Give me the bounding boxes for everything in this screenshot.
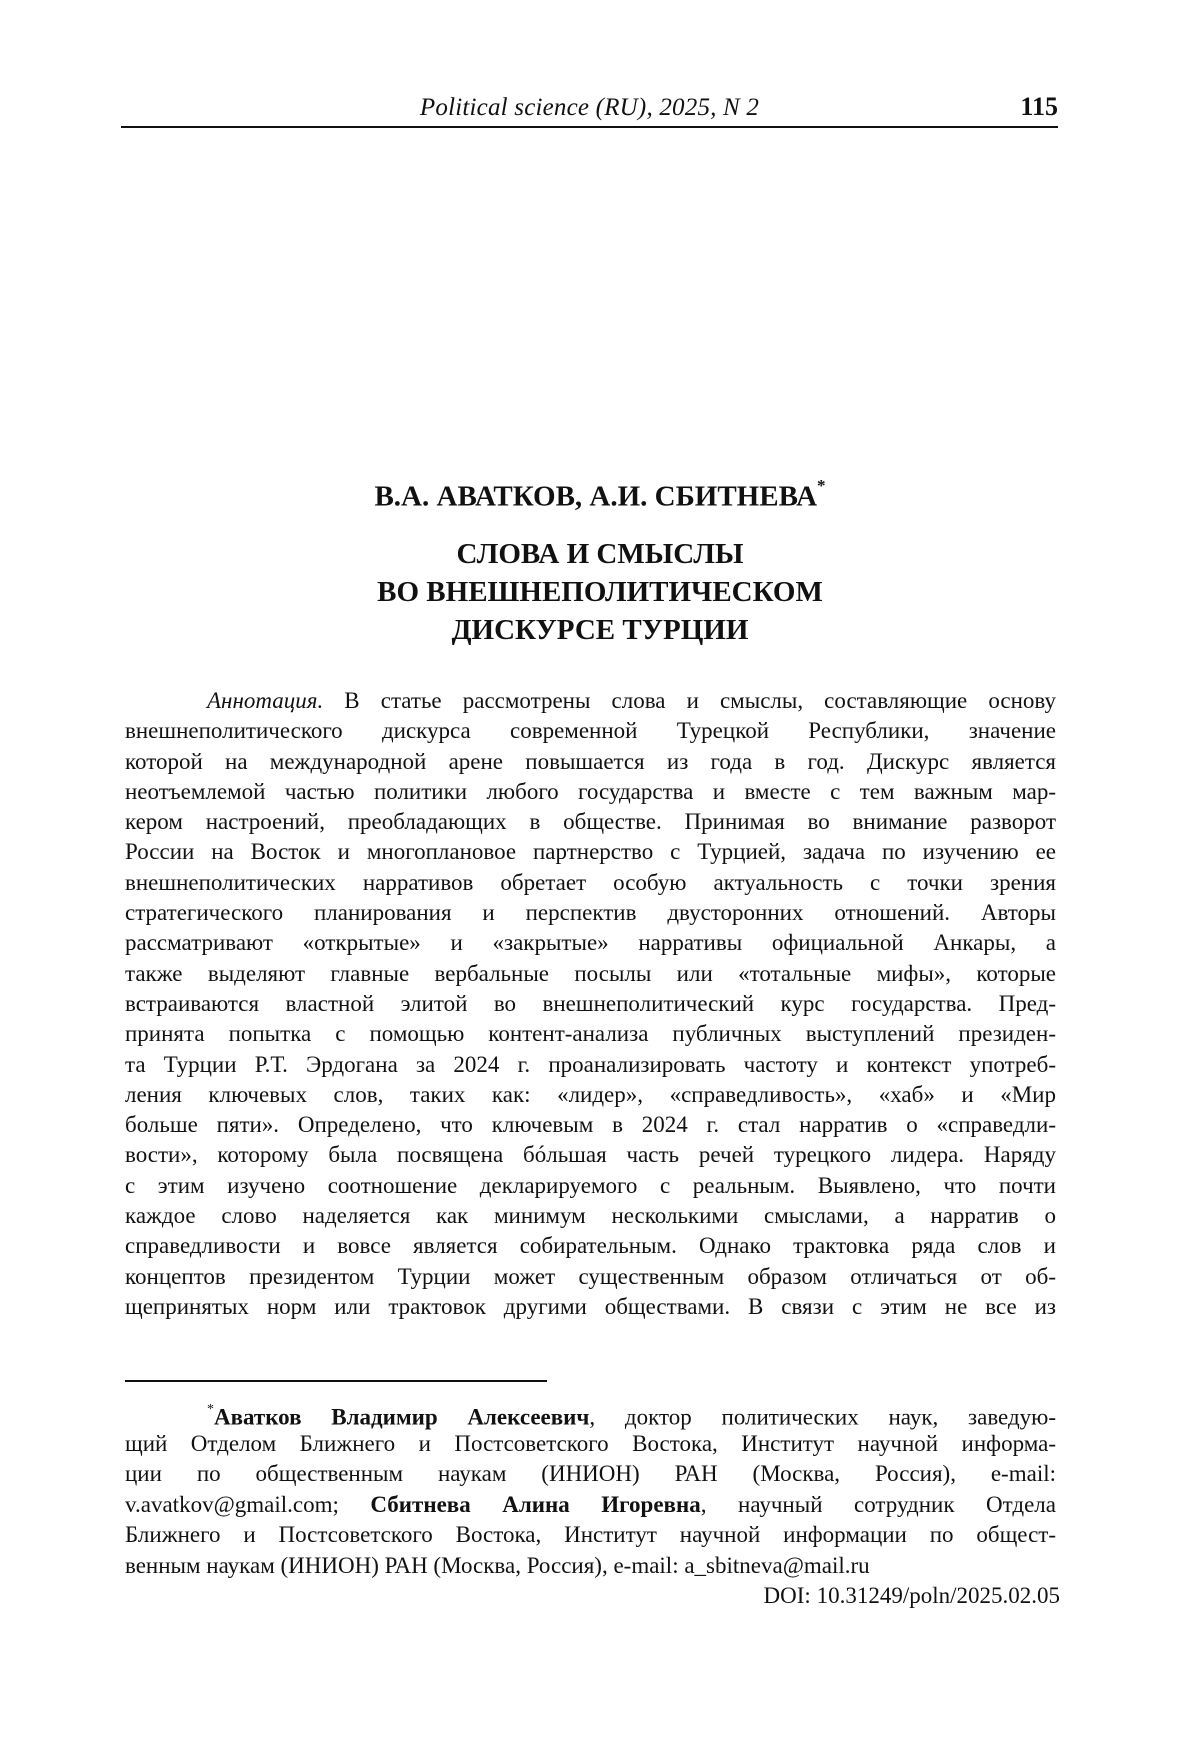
abstract-line: больше пяти». Определено, что ключевым в 2024 г. стал нарратив о «справедли- — [125, 1110, 1056, 1140]
footnote-marker[interactable]: * — [817, 476, 826, 495]
running-head — [121, 92, 1058, 128]
abstract-lead: Аннотация. — [207, 688, 323, 713]
abstract-line: щепринятых норм или трактовок другими обществами. В связи с этим не все из — [125, 1292, 1056, 1322]
abstract — [125, 686, 1056, 1322]
article-title — [0, 535, 1200, 649]
abstract-line: неотъемлемой частью политики любого государства и вместе с тем важным мар- — [125, 777, 1056, 807]
author-footnote — [125, 1398, 1056, 1581]
abstract-line: рассматривают «открытые» и «закрытые» нарративы официальной Анкары, а — [125, 928, 1056, 958]
abstract-line: встраиваются властной элитой во внешнеполитический курс государства. Пред- — [125, 989, 1056, 1019]
footnote-mark: * — [207, 1402, 214, 1417]
abstract-line: справедливости и вовсе является собирательным. Однако трактовка ряда слов и — [125, 1231, 1056, 1261]
footnote-line: Ближнего и Постсоветского Востока, Институт научной информации по общест- — [125, 1520, 1056, 1551]
article-page — [0, 0, 1200, 1737]
journal-title: Political science (RU), 2025, N 2 — [121, 94, 1058, 122]
title-line: ДИСКУРСЕ ТУРЦИИ — [0, 611, 1200, 649]
author1-email[interactable]: v.avatkov@gmail.com; — [125, 1492, 370, 1517]
abstract-line: внешнеполитического дискурса современной Турецкой Республики, значение — [125, 716, 1056, 746]
author2-name: Сбитнева Алина Игоревна — [370, 1492, 700, 1517]
abstract-line: вости», которому была посвящена бóльшая часть речей турецкого лидера. Наряду — [125, 1140, 1056, 1170]
authors-text: В.А. АВАТКОВ, А.И. СБИТНЕВА — [374, 481, 817, 513]
page-number: 115 — [1020, 92, 1058, 122]
article-authors — [0, 480, 1200, 514]
footnote-line: ции по общественным наукам (ИНИОН) РАН (Москва, Россия), e-mail: — [125, 1459, 1056, 1490]
title-line: СЛОВА И СМЫСЛЫ — [0, 535, 1200, 573]
abstract-line: с этим изучено соотношение декларируемого с реальным. Выявлено, что почти — [125, 1171, 1056, 1201]
abstract-line: стратегического планирования и перспектив двусторонних отношений. Авторы — [125, 898, 1056, 928]
abstract-line: концептов президентом Турции может существенным образом отличаться от об- — [125, 1262, 1056, 1292]
abstract-line: кером настроений, преобладающих в обществе. Принимая во внимание разворот — [125, 807, 1056, 837]
abstract-line: Аннотация. В статье рассмотрены слова и смыслы, составляющие основу — [125, 686, 1056, 716]
abstract-line: которой на международной арене повышается из года в год. Дискурс является — [125, 747, 1056, 777]
abstract-line: также выделяют главные вербальные посылы или «тотальные мифы», которые — [125, 959, 1056, 989]
footnote-line: v.avatkov@gmail.com; Сбитнева Алина Игоревна, научный сотрудник Отдела — [125, 1490, 1056, 1521]
abstract-line: та Турции Р.Т. Эрдогана за 2024 г. проанализировать частоту и контекст употреб- — [125, 1050, 1056, 1080]
footnote-line: венным наукам (ИНИОН) РАН (Москва, Россия), e-mail: a_sbitneva@mail.ru — [125, 1551, 1056, 1582]
abstract-line: внешнеполитических нарративов обретает особую актуальность с точки зрения — [125, 868, 1056, 898]
author1-name: Аватков Владимир Алексеевич — [214, 1405, 589, 1430]
doi[interactable]: DOI: 10.31249/poln/2025.02.05 — [764, 1583, 1060, 1609]
footnote-line: щий Отделом Ближнего и Постсоветского Востока, Институт научной информа- — [125, 1429, 1056, 1460]
abstract-line: России на Восток и многоплановое партнерство с Турцией, задача по изучению ее — [125, 837, 1056, 867]
footnote-divider — [125, 1380, 547, 1382]
abstract-line: ления ключевых слов, таких как: «лидер», «справедливость», «хаб» и «Мир — [125, 1080, 1056, 1110]
title-line: ВО ВНЕШНЕПОЛИТИЧЕСКОМ — [0, 573, 1200, 611]
abstract-line: каждое слово наделяется как минимум несколькими смыслами, а нарратив о — [125, 1201, 1056, 1231]
footnote-line: *Аватков Владимир Алексеевич, доктор политических наук, заведую- — [125, 1398, 1056, 1429]
abstract-line: принята попытка с помощью контент-анализа публичных выступлений президен- — [125, 1019, 1056, 1049]
